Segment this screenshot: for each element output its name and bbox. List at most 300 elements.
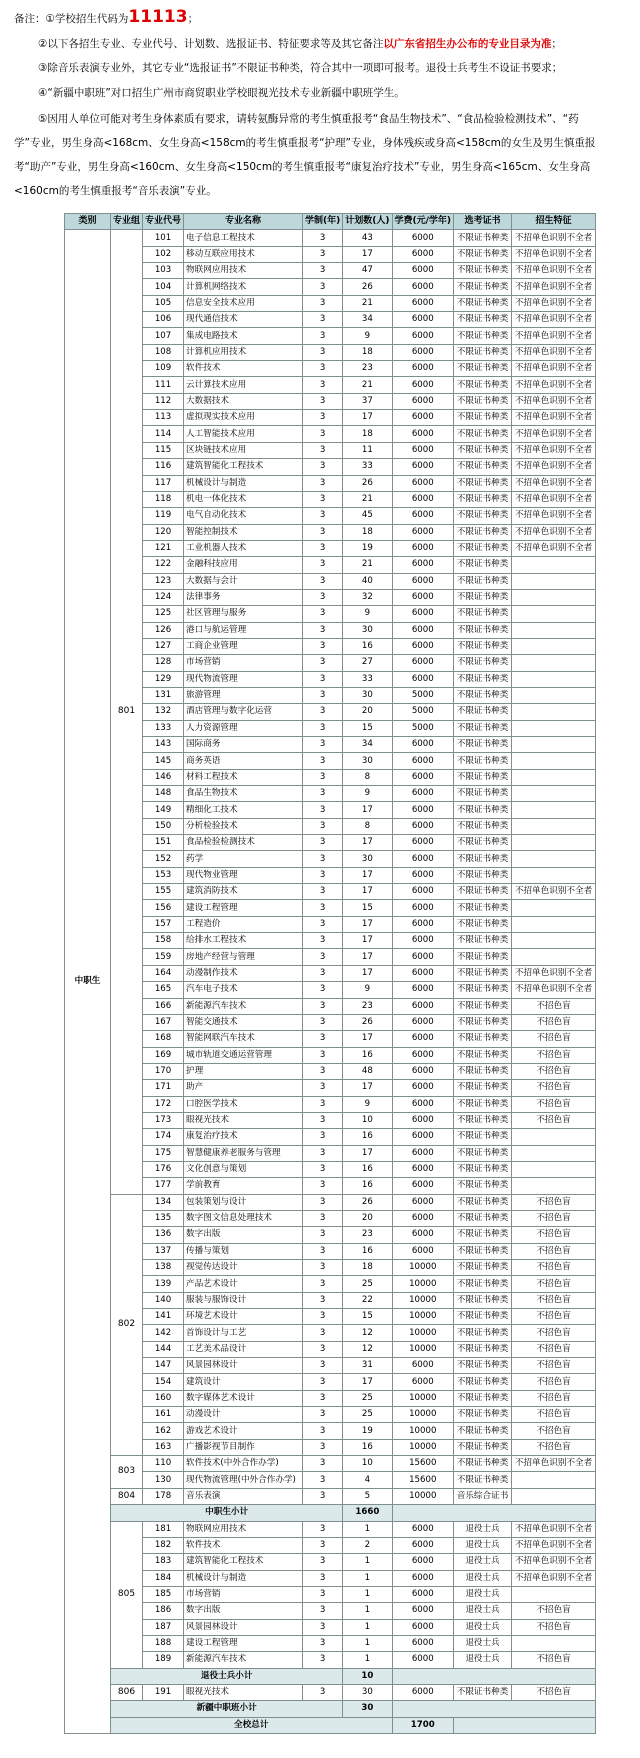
plan-count: 33	[343, 671, 392, 687]
table-row	[65, 1194, 596, 1210]
group-g805: 805	[111, 1521, 143, 1668]
requirement	[512, 622, 596, 638]
major-code: 116	[143, 459, 184, 475]
tuition: 6000	[392, 573, 454, 589]
major-code: 157	[143, 916, 184, 932]
plan-count: 30	[343, 851, 392, 867]
certificate: 不限证书种类	[454, 1194, 512, 1210]
certificate: 不限证书种类	[454, 737, 512, 753]
tuition: 6000	[392, 442, 454, 458]
table-row	[65, 1227, 596, 1243]
years: 3	[303, 475, 343, 491]
major-code: 134	[143, 1194, 184, 1210]
tuition: 6000	[392, 1537, 454, 1553]
certificate: 不限证书种类	[454, 606, 512, 622]
certificate: 不限证书种类	[454, 802, 512, 818]
requirement: 不招单色识别不全者	[512, 246, 596, 262]
requirement	[512, 769, 596, 785]
requirement: 不招色盲	[512, 1096, 596, 1112]
requirement	[512, 1129, 596, 1145]
years: 3	[303, 1309, 343, 1325]
certificate: 不限证书种类	[454, 818, 512, 834]
major-code: 155	[143, 884, 184, 900]
certificate: 不限证书种类	[454, 916, 512, 932]
header-plan: 计划数(人)	[343, 214, 392, 230]
requirement: 不招色盲	[512, 1210, 596, 1226]
major-code: 150	[143, 818, 184, 834]
tuition: 6000	[392, 1358, 454, 1374]
major-code: 185	[143, 1586, 184, 1602]
plan-count: 12	[343, 1325, 392, 1341]
major-name: 环境艺术设计	[184, 1309, 303, 1325]
years: 3	[303, 835, 343, 851]
major-name: 现代通信技术	[184, 312, 303, 328]
years: 3	[303, 1635, 343, 1651]
requirement: 不招色盲	[512, 1423, 596, 1439]
certificate: 不限证书种类	[454, 1325, 512, 1341]
requirement	[512, 606, 596, 622]
table-row	[65, 835, 596, 851]
plan-count: 26	[343, 1014, 392, 1030]
major-name: 分析检验技术	[184, 818, 303, 834]
major-name: 服装与服饰设计	[184, 1292, 303, 1308]
requirement: 不招色盲	[512, 1603, 596, 1619]
plan-count: 27	[343, 655, 392, 671]
table-row	[65, 1063, 596, 1079]
major-name: 风景园林设计	[184, 1358, 303, 1374]
years: 3	[303, 1210, 343, 1226]
years: 3	[303, 393, 343, 409]
major-name: 建设工程管理	[184, 1635, 303, 1651]
certificate: 退役士兵	[454, 1619, 512, 1635]
major-code: 132	[143, 704, 184, 720]
table-row	[65, 491, 596, 507]
tuition: 6000	[392, 1194, 454, 1210]
certificate: 不限证书种类	[454, 442, 512, 458]
tuition: 6000	[392, 753, 454, 769]
major-name: 眼视光技术	[184, 1112, 303, 1128]
major-name: 风景园林设计	[184, 1619, 303, 1635]
requirement: 不招单色识别不全者	[512, 230, 596, 246]
years: 3	[303, 1554, 343, 1570]
school-code: 11113	[128, 7, 188, 27]
tuition: 6000	[392, 1210, 454, 1226]
years: 3	[303, 295, 343, 311]
years: 3	[303, 1292, 343, 1308]
major-code: 138	[143, 1260, 184, 1276]
requirement: 不招色盲	[512, 1358, 596, 1374]
subtotal-empty	[392, 1505, 596, 1521]
table-row	[65, 1178, 596, 1194]
tuition: 6000	[392, 916, 454, 932]
major-name: 区块链技术应用	[184, 442, 303, 458]
certificate: 不限证书种类	[454, 410, 512, 426]
requirement	[512, 704, 596, 720]
major-name: 现代物流管理(中外合作办学)	[184, 1472, 303, 1488]
plan-count: 17	[343, 1080, 392, 1096]
tuition: 6000	[392, 835, 454, 851]
major-name: 康复治疗技术	[184, 1129, 303, 1145]
table-row	[65, 1652, 596, 1668]
major-code: 172	[143, 1096, 184, 1112]
years: 3	[303, 426, 343, 442]
certificate: 不限证书种类	[454, 393, 512, 409]
table-row	[65, 622, 596, 638]
requirement: 不招单色识别不全者	[512, 393, 596, 409]
years: 3	[303, 1161, 343, 1177]
tuition: 6000	[392, 671, 454, 687]
requirement: 不招色盲	[512, 1439, 596, 1455]
tuition: 5000	[392, 720, 454, 736]
requirement	[512, 1586, 596, 1602]
requirement: 不招单色识别不全者	[512, 410, 596, 426]
plan-count: 21	[343, 557, 392, 573]
major-code: 104	[143, 279, 184, 295]
certificate: 不限证书种类	[454, 769, 512, 785]
major-code: 174	[143, 1129, 184, 1145]
group-g801: 801	[111, 230, 143, 1194]
major-name: 材料工程技术	[184, 769, 303, 785]
major-name: 包装策划与设计	[184, 1194, 303, 1210]
tuition: 6000	[392, 459, 454, 475]
certificate: 不限证书种类	[454, 295, 512, 311]
tuition: 6000	[392, 230, 454, 246]
major-name: 食品检验检测技术	[184, 835, 303, 851]
table-row	[65, 377, 596, 393]
table-row	[65, 573, 596, 589]
note-5-line-4: <160cm的考生慎重报考“音乐表演”专业。	[14, 185, 217, 197]
years: 3	[303, 622, 343, 638]
table-row	[65, 1276, 596, 1292]
major-code: 119	[143, 508, 184, 524]
requirement: 不招单色识别不全者	[512, 508, 596, 524]
major-name: 建筑智能化工程技术	[184, 459, 303, 475]
table-row	[65, 295, 596, 311]
years: 3	[303, 1260, 343, 1276]
table-row	[65, 949, 596, 965]
table-row	[65, 1586, 596, 1602]
plan-count: 37	[343, 393, 392, 409]
major-code: 140	[143, 1292, 184, 1308]
major-code: 166	[143, 998, 184, 1014]
major-code: 118	[143, 491, 184, 507]
tuition: 6000	[392, 1014, 454, 1030]
certificate: 不限证书种类	[454, 377, 512, 393]
plan-count: 18	[343, 1260, 392, 1276]
certificate: 不限证书种类	[454, 573, 512, 589]
major-code: 102	[143, 246, 184, 262]
requirement: 不招单色识别不全者	[512, 982, 596, 998]
certificate: 退役士兵	[454, 1652, 512, 1668]
tuition: 6000	[392, 1570, 454, 1586]
table-row	[65, 1096, 596, 1112]
tuition: 6000	[392, 1603, 454, 1619]
major-code: 163	[143, 1439, 184, 1455]
requirement	[512, 916, 596, 932]
note-2-end: ；	[551, 38, 562, 50]
table-row	[65, 1472, 596, 1488]
table-row	[65, 1341, 596, 1357]
years: 3	[303, 230, 343, 246]
major-code: 106	[143, 312, 184, 328]
years: 3	[303, 1586, 343, 1602]
table-row	[65, 769, 596, 785]
tuition: 6000	[392, 1652, 454, 1668]
years: 3	[303, 377, 343, 393]
major-name: 酒店管理与数字化运营	[184, 704, 303, 720]
plan-count: 17	[343, 246, 392, 262]
major-name: 数字图文信息处理技术	[184, 1210, 303, 1226]
table-row	[65, 606, 596, 622]
tuition: 6000	[392, 655, 454, 671]
tuition: 6000	[392, 361, 454, 377]
plan-count: 17	[343, 1374, 392, 1390]
major-name: 汽车电子技术	[184, 982, 303, 998]
major-name: 城市轨道交通运营管理	[184, 1047, 303, 1063]
years: 3	[303, 1014, 343, 1030]
subtotal-value: 1660	[343, 1505, 392, 1521]
table-row	[65, 786, 596, 802]
major-name: 国际商务	[184, 737, 303, 753]
major-name: 物联网应用技术	[184, 263, 303, 279]
certificate: 不限证书种类	[454, 622, 512, 638]
table-row	[65, 998, 596, 1014]
years: 3	[303, 1390, 343, 1406]
certificate: 不限证书种类	[454, 459, 512, 475]
certificate: 不限证书种类	[454, 786, 512, 802]
table-row	[65, 1456, 596, 1472]
years: 3	[303, 1423, 343, 1439]
years: 3	[303, 606, 343, 622]
requirement	[512, 573, 596, 589]
note-4: ④“新疆中职班”对口招生广州市商贸职业学校眼视光技术专业新疆中职班学生。	[38, 87, 405, 99]
plan-count: 18	[343, 426, 392, 442]
tuition: 6000	[392, 475, 454, 491]
plan-count: 16	[343, 638, 392, 654]
tuition: 6000	[392, 1374, 454, 1390]
major-code: 128	[143, 655, 184, 671]
major-name: 计算机应用技术	[184, 344, 303, 360]
major-name: 传播与策划	[184, 1243, 303, 1259]
certificate: 不限证书种类	[454, 704, 512, 720]
requirement: 不招单色识别不全者	[512, 279, 596, 295]
years: 3	[303, 1603, 343, 1619]
requirement: 不招色盲	[512, 1276, 596, 1292]
major-code: 149	[143, 802, 184, 818]
major-code: 107	[143, 328, 184, 344]
major-name: 信息安全技术应用	[184, 295, 303, 311]
major-name: 助产	[184, 1080, 303, 1096]
requirement: 不招色盲	[512, 1112, 596, 1128]
certificate: 不限证书种类	[454, 263, 512, 279]
years: 3	[303, 1145, 343, 1161]
major-code: 111	[143, 377, 184, 393]
certificate: 不限证书种类	[454, 1684, 512, 1700]
major-code: 146	[143, 769, 184, 785]
requirement: 不招色盲	[512, 1080, 596, 1096]
certificate: 不限证书种类	[454, 1292, 512, 1308]
plan-count: 16	[343, 1047, 392, 1063]
requirement	[512, 687, 596, 703]
certificate: 不限证书种类	[454, 1341, 512, 1357]
requirement	[512, 1488, 596, 1504]
table-row	[65, 1047, 596, 1063]
requirement: 不招单色识别不全者	[512, 263, 596, 279]
certificate: 不限证书种类	[454, 949, 512, 965]
certificate: 不限证书种类	[454, 884, 512, 900]
major-code: 168	[143, 1031, 184, 1047]
certificate: 不限证书种类	[454, 491, 512, 507]
plan-count: 17	[343, 884, 392, 900]
years: 3	[303, 982, 343, 998]
header-years: 学制(年)	[303, 214, 343, 230]
requirement: 不招色盲	[512, 998, 596, 1014]
certificate: 不限证书种类	[454, 1472, 512, 1488]
table-row	[65, 524, 596, 540]
total-value: 1700	[392, 1717, 454, 1733]
certificate: 不限证书种类	[454, 1439, 512, 1455]
years: 3	[303, 1472, 343, 1488]
tuition: 6000	[392, 1112, 454, 1128]
plan-count: 17	[343, 802, 392, 818]
plan-count: 1	[343, 1521, 392, 1537]
plan-count: 25	[343, 1407, 392, 1423]
note-1	[14, 8, 198, 28]
plan-count: 33	[343, 459, 392, 475]
major-name: 文化创意与策划	[184, 1161, 303, 1177]
major-code: 126	[143, 622, 184, 638]
years: 3	[303, 1456, 343, 1472]
plan-count: 17	[343, 1031, 392, 1047]
tuition: 6000	[392, 622, 454, 638]
years: 3	[303, 263, 343, 279]
tuition: 6000	[392, 1554, 454, 1570]
requirement: 不招色盲	[512, 1652, 596, 1668]
tuition: 6000	[392, 1031, 454, 1047]
plan-count: 17	[343, 410, 392, 426]
plan-count: 21	[343, 377, 392, 393]
major-name: 建设工程管理	[184, 900, 303, 916]
plan-count: 48	[343, 1063, 392, 1079]
major-code: 135	[143, 1210, 184, 1226]
plan-count: 5	[343, 1488, 392, 1504]
table-row	[65, 1488, 596, 1504]
years: 3	[303, 589, 343, 605]
tuition: 6000	[392, 377, 454, 393]
plan-count: 16	[343, 1161, 392, 1177]
certificate: 不限证书种类	[454, 638, 512, 654]
note-1-end: ；	[187, 13, 199, 25]
requirement: 不招单色识别不全者	[512, 1570, 596, 1586]
years: 3	[303, 687, 343, 703]
years: 3	[303, 949, 343, 965]
major-code: 184	[143, 1570, 184, 1586]
table-row	[65, 230, 596, 246]
major-code: 103	[143, 263, 184, 279]
major-name: 人工智能技术应用	[184, 426, 303, 442]
major-code: 137	[143, 1243, 184, 1259]
certificate: 不限证书种类	[454, 246, 512, 262]
plan-count: 16	[343, 1178, 392, 1194]
requirement	[512, 851, 596, 867]
requirement	[512, 867, 596, 883]
years: 3	[303, 655, 343, 671]
plan-count: 34	[343, 737, 392, 753]
certificate: 不限证书种类	[454, 344, 512, 360]
years: 3	[303, 1439, 343, 1455]
table-row	[65, 720, 596, 736]
tuition: 6000	[392, 263, 454, 279]
major-name: 机械设计与制造	[184, 1570, 303, 1586]
requirement: 不招单色识别不全者	[512, 1537, 596, 1553]
tuition: 5000	[392, 704, 454, 720]
major-code: 105	[143, 295, 184, 311]
subtotal-label: 退役士兵小计	[111, 1668, 343, 1684]
major-code: 173	[143, 1112, 184, 1128]
years: 3	[303, 1537, 343, 1553]
requirement: 不招单色识别不全者	[512, 524, 596, 540]
group-g806: 806	[111, 1684, 143, 1700]
certificate: 不限证书种类	[454, 540, 512, 556]
years: 3	[303, 769, 343, 785]
certificate: 不限证书种类	[454, 312, 512, 328]
plan-count: 18	[343, 344, 392, 360]
table-row	[65, 1390, 596, 1406]
major-code: 142	[143, 1325, 184, 1341]
major-code: 186	[143, 1603, 184, 1619]
major-name: 动漫制作技术	[184, 965, 303, 981]
certificate: 不限证书种类	[454, 279, 512, 295]
plan-count: 30	[343, 687, 392, 703]
major-name: 商务英语	[184, 753, 303, 769]
certificate: 退役士兵	[454, 1603, 512, 1619]
major-name: 智能交通技术	[184, 1014, 303, 1030]
plan-count: 26	[343, 279, 392, 295]
major-code: 170	[143, 1063, 184, 1079]
requirement: 不招色盲	[512, 1227, 596, 1243]
tuition: 10000	[392, 1325, 454, 1341]
major-name: 市场营销	[184, 655, 303, 671]
table-row	[65, 1260, 596, 1276]
years: 3	[303, 491, 343, 507]
plan-count: 15	[343, 900, 392, 916]
years: 3	[303, 998, 343, 1014]
years: 3	[303, 459, 343, 475]
table-row	[65, 312, 596, 328]
table-row	[65, 982, 596, 998]
table-row	[65, 475, 596, 491]
tuition: 10000	[392, 1292, 454, 1308]
requirement	[512, 900, 596, 916]
plan-count: 17	[343, 949, 392, 965]
major-name: 音乐表演	[184, 1488, 303, 1504]
requirement: 不招色盲	[512, 1031, 596, 1047]
years: 3	[303, 344, 343, 360]
table-row	[65, 1014, 596, 1030]
major-code: 112	[143, 393, 184, 409]
total-empty	[454, 1717, 596, 1733]
subtotal-row	[65, 1668, 596, 1684]
major-name: 游戏艺术设计	[184, 1423, 303, 1439]
major-code: 123	[143, 573, 184, 589]
plan-count: 8	[343, 769, 392, 785]
requirement	[512, 655, 596, 671]
major-name: 智能网联汽车技术	[184, 1031, 303, 1047]
table-row	[65, 704, 596, 720]
years: 3	[303, 1652, 343, 1668]
plan-count: 10	[343, 1112, 392, 1128]
tuition: 6000	[392, 1521, 454, 1537]
